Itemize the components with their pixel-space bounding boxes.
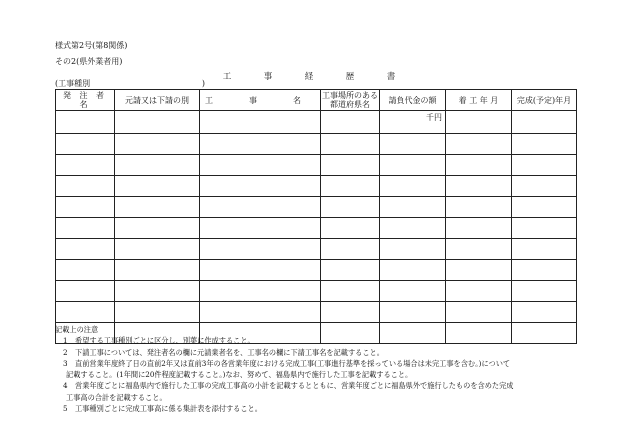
- table-cell[interactable]: [446, 302, 512, 323]
- table-cell[interactable]: [446, 197, 512, 218]
- amount-unit: 千円: [380, 111, 446, 134]
- note-line: [55, 380, 513, 391]
- table-cell[interactable]: [115, 239, 200, 260]
- note-line: 工事高の合計を記載すること。: [66, 392, 167, 402]
- table-cell[interactable]: [115, 176, 200, 197]
- table-cell[interactable]: [321, 176, 380, 197]
- table-cell[interactable]: [380, 239, 446, 260]
- header-contract-amount: 請負代金の額: [380, 90, 446, 111]
- note-text: 直前営業年度終了日の直前2年又は直前3年の各営業年度における完成工事(工事進行基準を採っている場合は未完工事を含む。)について: [75, 358, 511, 368]
- table-cell[interactable]: [321, 239, 380, 260]
- table-cell[interactable]: [380, 155, 446, 176]
- note-line: [55, 358, 513, 369]
- table-row: [56, 239, 577, 260]
- table-cell[interactable]: [380, 176, 446, 197]
- table-cell[interactable]: [115, 134, 200, 155]
- table-cell[interactable]: [512, 260, 577, 281]
- header-contract-type: 元請又は下請の別: [115, 90, 200, 111]
- table-cell[interactable]: [512, 155, 577, 176]
- document-title: 工 事 経 歴 書: [222, 72, 408, 82]
- table-cell[interactable]: [115, 281, 200, 302]
- table-cell[interactable]: [115, 111, 200, 134]
- note-number: 3: [63, 358, 68, 368]
- table-cell[interactable]: [512, 134, 577, 155]
- form-code: 様式第2号(第8関係): [55, 41, 128, 50]
- table-cell[interactable]: [115, 197, 200, 218]
- table-cell[interactable]: [512, 176, 577, 197]
- table-cell[interactable]: [446, 260, 512, 281]
- table-cell[interactable]: [200, 134, 321, 155]
- table-cell[interactable]: [200, 218, 321, 239]
- table-cell[interactable]: [321, 218, 380, 239]
- table-cell[interactable]: [512, 111, 577, 134]
- note-line: [55, 347, 513, 358]
- note-number: 5: [63, 404, 68, 414]
- table-cell[interactable]: [380, 218, 446, 239]
- table-cell[interactable]: [380, 281, 446, 302]
- table-cell[interactable]: [446, 176, 512, 197]
- table-cell[interactable]: [56, 197, 115, 218]
- table-cell[interactable]: [512, 239, 577, 260]
- table-cell[interactable]: [446, 155, 512, 176]
- table-row: [56, 155, 577, 176]
- note-line: [55, 403, 513, 414]
- table-header-row: [56, 90, 577, 111]
- table-cell[interactable]: [200, 176, 321, 197]
- notes-list: [55, 335, 513, 414]
- note-number: 4: [63, 381, 68, 391]
- note-line: 記載すること。(1年間に20件程度記載すること。)なお、努めて、福島県内で施行した工事を記載すること。: [66, 370, 413, 380]
- table-cell[interactable]: [200, 155, 321, 176]
- table-cell[interactable]: [321, 302, 380, 323]
- table-cell[interactable]: [380, 260, 446, 281]
- table-row: [56, 134, 577, 155]
- table-cell[interactable]: [56, 302, 115, 323]
- table-cell[interactable]: [512, 323, 577, 344]
- table-row: [56, 260, 577, 281]
- header-client: 発 注 者 名: [56, 90, 115, 111]
- header-work-name: 工 事 名: [200, 90, 321, 111]
- table-cell[interactable]: [56, 111, 115, 134]
- table-cell[interactable]: [512, 302, 577, 323]
- note-line: [55, 335, 513, 346]
- table-cell[interactable]: [380, 197, 446, 218]
- table-cell[interactable]: [446, 134, 512, 155]
- table-cell[interactable]: [200, 281, 321, 302]
- table-cell[interactable]: [512, 218, 577, 239]
- table-row: [56, 176, 577, 197]
- table-cell[interactable]: [512, 281, 577, 302]
- table-cell[interactable]: [321, 134, 380, 155]
- table-cell[interactable]: [446, 239, 512, 260]
- table-cell[interactable]: [200, 197, 321, 218]
- notes-title: 記載上の注意: [55, 325, 99, 334]
- table-cell[interactable]: [200, 302, 321, 323]
- table-cell[interactable]: [200, 239, 321, 260]
- table-row: [56, 197, 577, 218]
- table-cell[interactable]: [56, 239, 115, 260]
- table-row: [56, 218, 577, 239]
- note-number: 2: [63, 347, 68, 357]
- table-cell[interactable]: [115, 302, 200, 323]
- table-cell[interactable]: [56, 260, 115, 281]
- table-cell[interactable]: [321, 197, 380, 218]
- note-text: 下請工事については、発注者名の欄に元請業者名を、工事名の欄に下請工事名を記載すること。: [75, 347, 384, 357]
- work-history-table: [55, 89, 577, 344]
- table-cell[interactable]: [446, 218, 512, 239]
- table-cell[interactable]: [56, 134, 115, 155]
- note-text: 営業年度ごとに福島県内で施行した工事の完成工事高の小計を記載するとともに、営業年度ごとに福島県外で施行したものを含めた完成: [75, 381, 514, 391]
- table-cell[interactable]: [321, 281, 380, 302]
- table-cell[interactable]: [321, 155, 380, 176]
- table-cell[interactable]: [380, 302, 446, 323]
- table-cell[interactable]: [56, 218, 115, 239]
- table-cell[interactable]: [321, 260, 380, 281]
- table-cell[interactable]: [380, 134, 446, 155]
- table-row: [56, 111, 577, 134]
- note-number: 1: [63, 336, 68, 346]
- table-cell[interactable]: [200, 111, 321, 134]
- note-text: 希望する工事種別ごとに区分し、別葉に作成すること。: [75, 336, 255, 346]
- header-prefecture: 工事場所のある都道府県名: [322, 91, 378, 109]
- note-text: 工事種別ごとに完成工事高に係る集計表を添付すること。: [75, 404, 262, 414]
- header-start-date: 着 工 年 月: [446, 90, 512, 111]
- table-cell[interactable]: [115, 218, 200, 239]
- table-row: [56, 302, 577, 323]
- table-cell[interactable]: [200, 260, 321, 281]
- table-cell[interactable]: [56, 155, 115, 176]
- table-cell[interactable]: [512, 197, 577, 218]
- table-cell[interactable]: [56, 281, 115, 302]
- table-cell[interactable]: [115, 155, 200, 176]
- notes-section: [55, 324, 513, 414]
- table-cell[interactable]: [446, 111, 512, 134]
- table-cell[interactable]: [115, 260, 200, 281]
- form-subtitle: その2(県外業者用): [55, 57, 123, 66]
- work-type-close-paren: ): [201, 79, 205, 88]
- table-cell[interactable]: [321, 111, 380, 134]
- work-type-label: (工事種別: [55, 79, 91, 88]
- header-completion-date: 完成(予定)年月: [512, 90, 577, 111]
- table-row: [56, 281, 577, 302]
- table-cell[interactable]: [56, 176, 115, 197]
- table-cell[interactable]: [446, 281, 512, 302]
